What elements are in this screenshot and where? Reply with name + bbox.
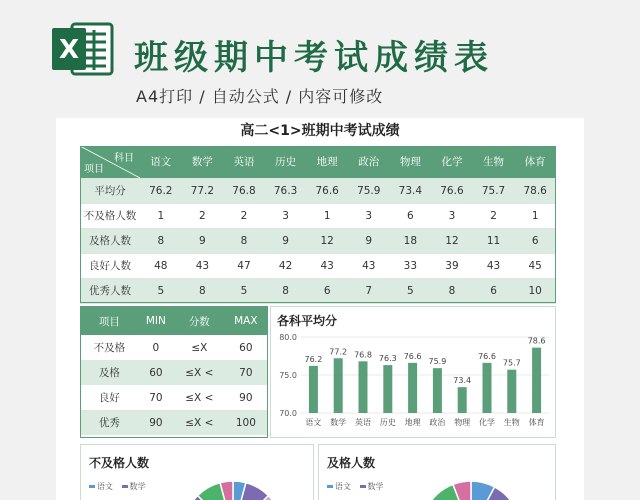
score-cell: 9 (182, 228, 224, 253)
corner-item-label: 项目 (84, 163, 104, 175)
score-cell: 3 (431, 203, 473, 228)
y-tick-label: 75.0 (279, 371, 297, 380)
level-cell: 70 (225, 360, 267, 385)
level-cell: 60 (138, 360, 174, 385)
level-cell: 90 (225, 385, 267, 410)
bar (433, 368, 442, 413)
page-subtitle: A4打印 / 自动公式 / 内容可修改 (136, 87, 384, 106)
score-cell: 5 (223, 278, 265, 303)
pass-legend-item-1: 数学 (360, 482, 384, 491)
level-cell: 优秀 (81, 410, 138, 435)
level-cell: ≤X < (174, 410, 225, 435)
score-cell: 75.9 (348, 178, 390, 203)
category-label: 数学 (330, 418, 347, 427)
score-cell: 6 (306, 278, 348, 303)
excel-logo-icon (52, 20, 114, 78)
bar-value-label: 75.7 (502, 358, 521, 368)
level-header-1: MIN (138, 307, 174, 335)
bar-value-label: 76.6 (478, 351, 496, 361)
score-cell: 43 (182, 253, 224, 278)
subject-header-5: 政治 (348, 146, 390, 178)
bar-value-label: 75.9 (428, 357, 447, 367)
score-cell: 76.6 (431, 178, 473, 203)
category-label: 地理 (404, 418, 421, 427)
score-summary-table (80, 146, 556, 304)
category-label: 体育 (528, 418, 545, 427)
pass-pie-chart (411, 471, 531, 500)
bar (334, 358, 343, 413)
bar (483, 363, 492, 413)
bar-value-label: 73.4 (453, 376, 472, 386)
score-cell: 73.4 (390, 178, 432, 203)
pass-count-panel (318, 444, 556, 500)
fail-legend-item-0: 语文 (89, 482, 113, 491)
score-cell: 8 (265, 278, 307, 303)
score-cell: 6 (473, 278, 515, 303)
sheet-title: 高二<1>班期中考试成绩 (240, 123, 400, 139)
bar (458, 387, 467, 413)
fail-legend (89, 481, 152, 492)
logo-letter: X (58, 35, 80, 65)
score-cell: 47 (223, 253, 265, 278)
score-cell: 7 (348, 278, 390, 303)
grade-level-box (80, 306, 268, 438)
score-cell: 75.7 (473, 178, 515, 203)
y-tick-label: 70.0 (279, 409, 297, 418)
row-label: 及格人数 (80, 228, 140, 253)
grade-level-table (81, 307, 267, 435)
score-cell: 12 (306, 228, 348, 253)
level-cell: 60 (225, 335, 267, 360)
category-label: 生物 (503, 418, 520, 427)
category-label: 化学 (479, 418, 495, 427)
bar-value-label: 77.2 (329, 347, 348, 357)
row-label: 不及格人数 (80, 203, 140, 228)
spreadsheet-paper (56, 118, 584, 500)
score-cell: 76.2 (140, 178, 182, 203)
bar (383, 365, 392, 413)
diagonal-corner-cell (80, 146, 140, 178)
score-cell: 8 (431, 278, 473, 303)
level-cell: 70 (138, 385, 174, 410)
row-label: 优秀人数 (80, 278, 140, 303)
score-cell: 10 (514, 278, 556, 303)
score-cell: 18 (390, 228, 432, 253)
category-label: 历史 (379, 418, 396, 427)
level-cell: 90 (138, 410, 174, 435)
level-cell: 良好 (81, 385, 138, 410)
score-cell: 5 (140, 278, 182, 303)
score-cell: 1 (306, 203, 348, 228)
score-cell: 78.6 (514, 178, 556, 203)
level-cell: 0 (138, 335, 174, 360)
score-cell: 8 (140, 228, 182, 253)
y-tick-label: 80.0 (279, 333, 297, 342)
table-row (80, 278, 556, 303)
score-cell: 11 (473, 228, 515, 253)
bar (359, 361, 368, 413)
average-score-chart (270, 306, 556, 438)
score-cell: 8 (182, 278, 224, 303)
category-label: 政治 (429, 418, 446, 427)
pass-legend (327, 481, 390, 492)
subject-header-0: 语文 (140, 146, 182, 178)
score-cell: 42 (265, 253, 307, 278)
subject-header-9: 体育 (514, 146, 556, 178)
score-cell: 76.3 (265, 178, 307, 203)
bar (309, 366, 318, 413)
score-cell: 12 (431, 228, 473, 253)
row-label: 平均分 (80, 178, 140, 203)
score-cell: 3 (348, 203, 390, 228)
fail-panel-title: 不及格人数 (89, 456, 150, 470)
score-cell: 33 (390, 253, 432, 278)
score-table-header (80, 146, 556, 178)
subject-header-4: 地理 (306, 146, 348, 178)
subject-header-6: 物理 (390, 146, 432, 178)
bar-value-label: 78.6 (527, 336, 546, 346)
score-cell: 43 (348, 253, 390, 278)
score-cell: 3 (265, 203, 307, 228)
table-row (80, 178, 556, 203)
corner-subject-label: 科目 (114, 153, 134, 164)
bar-value-label: 76.8 (354, 350, 372, 360)
table-row (81, 385, 267, 410)
score-cell: 5 (390, 278, 432, 303)
score-cell: 77.2 (182, 178, 224, 203)
score-cell: 6 (514, 228, 556, 253)
page-header (0, 0, 640, 118)
fail-pie-chart (173, 471, 293, 500)
score-table-body (80, 178, 556, 303)
table-row (81, 335, 267, 360)
fail-count-panel (80, 444, 314, 500)
score-cell: 8 (223, 228, 265, 253)
level-cell: 100 (225, 410, 267, 435)
score-cell: 48 (140, 253, 182, 278)
level-header-3: MAX (225, 307, 267, 335)
subject-header-8: 生物 (473, 146, 515, 178)
score-cell: 2 (182, 203, 224, 228)
subject-header-3: 历史 (265, 146, 307, 178)
level-header-0: 项目 (81, 307, 138, 335)
score-cell: 6 (390, 203, 432, 228)
category-label: 物理 (454, 418, 471, 427)
table-row (80, 253, 556, 278)
bar-value-label: 76.2 (304, 354, 323, 364)
row-label: 良好人数 (80, 253, 140, 278)
score-cell: 43 (306, 253, 348, 278)
bar (532, 348, 541, 413)
score-cell: 45 (514, 253, 556, 278)
fail-legend-item-1: 数学 (122, 482, 146, 491)
score-cell: 9 (348, 228, 390, 253)
level-cell: ≤X (174, 335, 225, 360)
bar (507, 370, 516, 413)
bar (408, 363, 417, 413)
score-cell: 2 (223, 203, 265, 228)
level-table-header (81, 307, 267, 335)
score-cell: 1 (514, 203, 556, 228)
level-cell: ≤X < (174, 385, 225, 410)
score-cell: 43 (473, 253, 515, 278)
score-cell: 76.6 (306, 178, 348, 203)
score-cell: 76.8 (223, 178, 265, 203)
table-row (81, 410, 267, 435)
table-row (81, 360, 267, 385)
score-cell: 9 (265, 228, 307, 253)
subject-header-7: 化学 (431, 146, 473, 178)
score-cell: 1 (140, 203, 182, 228)
level-header-2: 分数 (174, 307, 225, 335)
bar-value-label: 76.3 (378, 354, 397, 364)
bar-value-label: 76.6 (403, 351, 422, 361)
subject-header-2: 英语 (223, 146, 265, 178)
score-cell: 2 (473, 203, 515, 228)
level-cell: 不及格 (81, 335, 138, 360)
page-title: 班级期中考试成绩表 (134, 38, 494, 78)
level-cell: ≤X < (174, 360, 225, 385)
level-cell: 及格 (81, 360, 138, 385)
table-row (80, 228, 556, 253)
subject-header-1: 数学 (182, 146, 224, 178)
category-label: 语文 (305, 418, 322, 427)
level-table-body (81, 335, 267, 435)
score-cell: 39 (431, 253, 473, 278)
chart-title: 各科平均分 (277, 314, 338, 328)
pass-panel-title: 及格人数 (327, 456, 376, 470)
category-label: 英语 (355, 418, 371, 427)
table-row (80, 203, 556, 228)
pass-legend-item-0: 语文 (327, 482, 351, 491)
